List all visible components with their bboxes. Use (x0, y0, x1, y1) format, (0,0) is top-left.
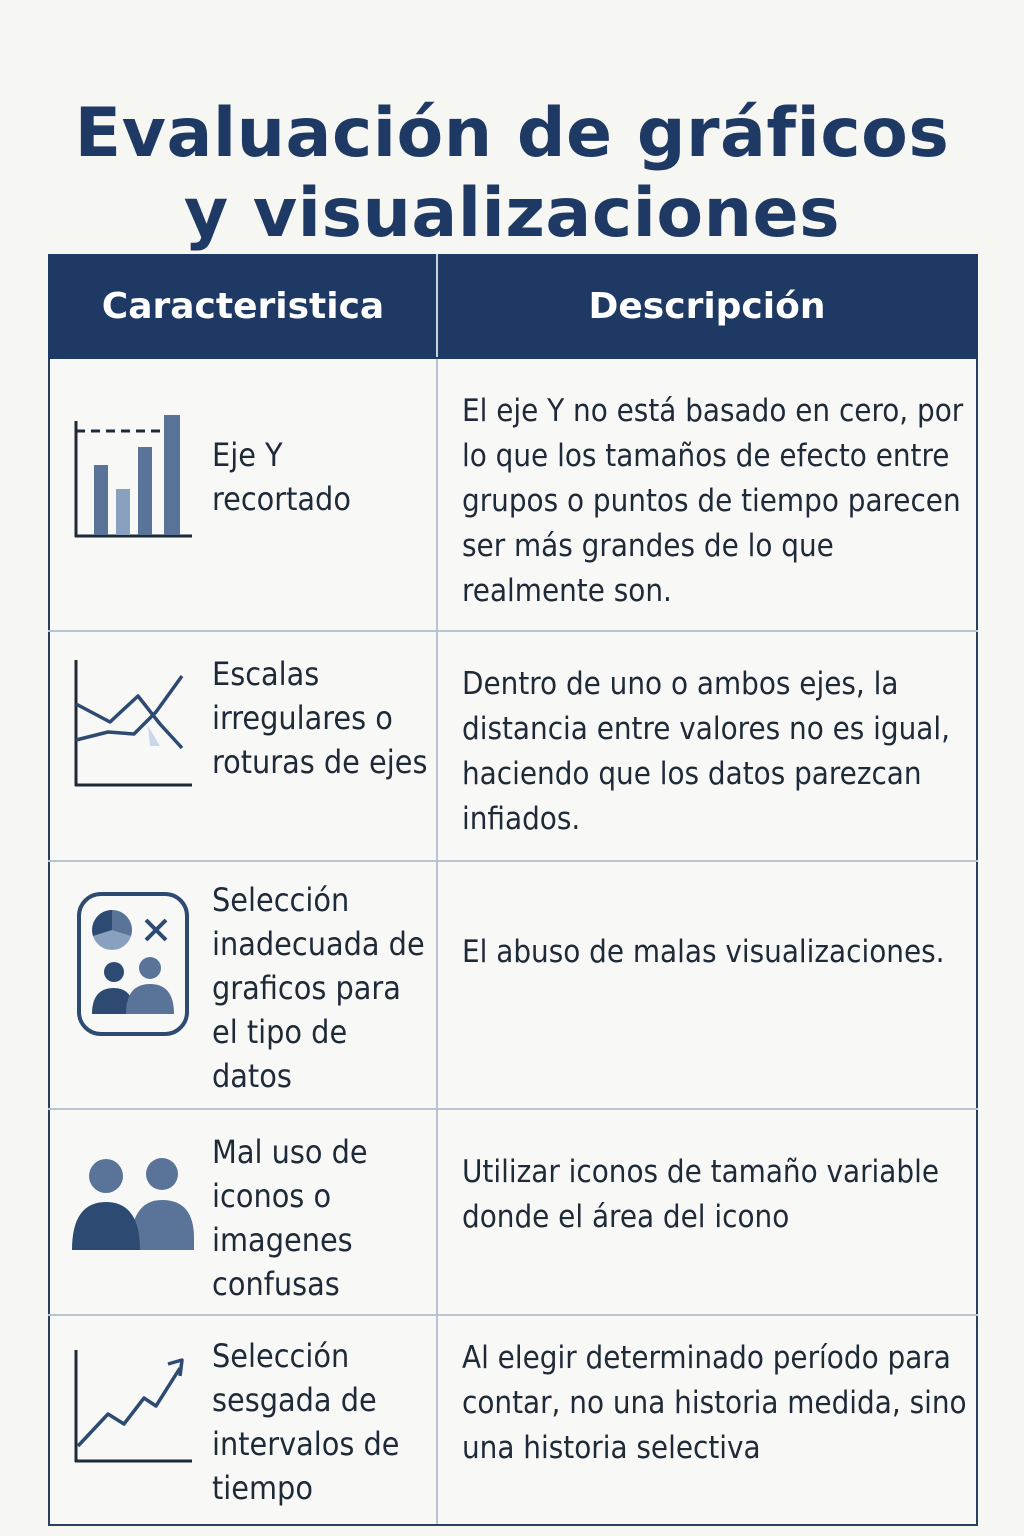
feature-label: Eje Y recortado (212, 436, 351, 518)
description-text: El abuso de malas visualizaciones. (462, 934, 945, 970)
header-feature: Caracteristica (49, 255, 437, 358)
feature-label: Selección sesgada de intervalos de tiempo (212, 1337, 400, 1507)
feature-label: Escalas irregulares o roturas de ejes (212, 655, 428, 781)
title-line-1: Evaluación de gráficos (74, 93, 950, 173)
people-icon (70, 1154, 196, 1256)
description-cell (437, 358, 977, 631)
title-line-2: y visualizaciones (183, 173, 841, 253)
table-row (49, 358, 977, 631)
trend-arrow-chart-icon (72, 1348, 196, 1466)
description-cell (437, 1315, 977, 1525)
description-text: Al elegir determinado período para contar, no una historia medida, sino una historia selectiva (462, 1340, 967, 1466)
description-text: Dentro de uno o ambos ejes, la distancia entre valores no es igual, haciendo que los datos parezcan infiados. (462, 666, 950, 837)
table-row (49, 1109, 977, 1315)
feature-label: Mal uso de iconos o imagenes confusas (212, 1133, 368, 1303)
header-description: Descripción (437, 255, 977, 358)
truncated-bar-chart-icon (72, 411, 196, 539)
feature-label: Selección inadecuada de graficos para el tipo de datos (212, 881, 425, 1095)
description-text: El eje Y no está basado en cero, por lo que los tamaños de efecto entre grupos o puntos de tiempo parecen ser más grandes de lo que realmente son. (462, 393, 964, 609)
description-text: Utilizar iconos de tamaño variable donde el área del icono (462, 1154, 940, 1235)
pie-chart-people-icon (76, 890, 192, 1038)
table-header-row (49, 255, 977, 358)
description-cell (437, 861, 977, 1109)
table-row (49, 861, 977, 1109)
table-row (49, 631, 977, 861)
description-cell (437, 1109, 977, 1315)
feature-cell (49, 631, 437, 861)
irregular-line-chart-icon (72, 656, 196, 790)
description-cell (437, 631, 977, 861)
evaluation-table (48, 254, 978, 1526)
feature-cell (49, 358, 437, 631)
page-title (0, 94, 1024, 254)
feature-cell (49, 1109, 437, 1315)
feature-cell (49, 1315, 437, 1525)
feature-cell (49, 861, 437, 1109)
table-row (49, 1315, 977, 1525)
